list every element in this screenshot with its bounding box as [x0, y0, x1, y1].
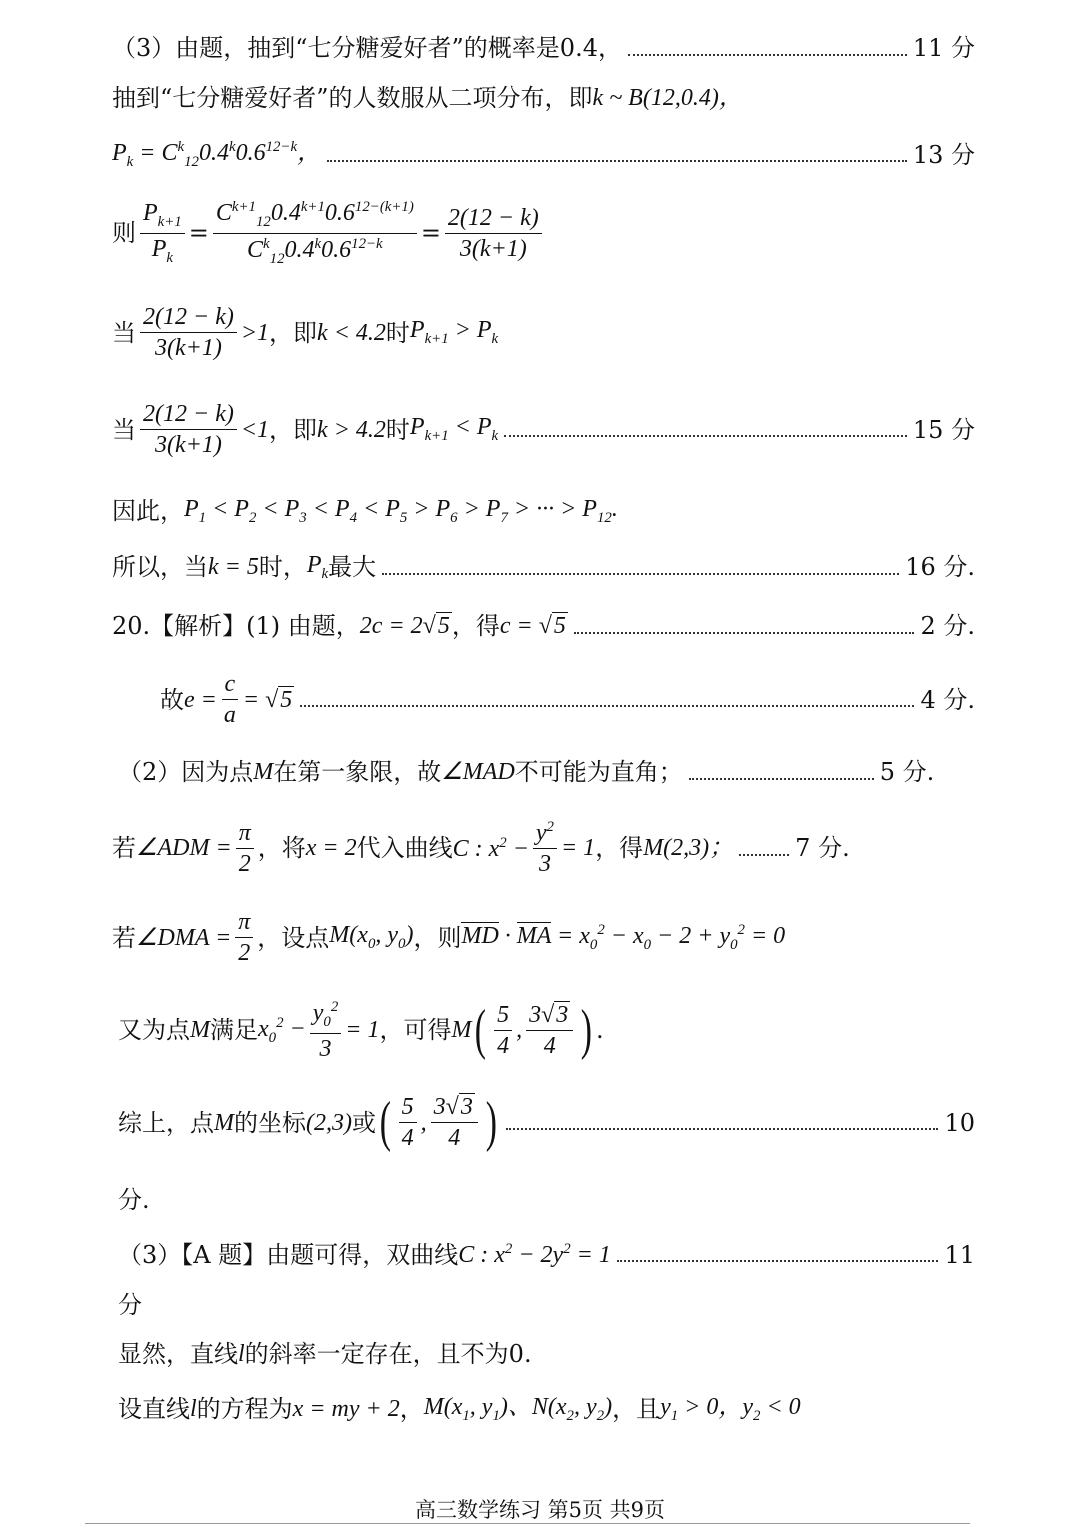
- line-9: 20.【解析】(1) 由题， 2c = 2√5 ，得 c = √5 2 分.: [112, 612, 975, 640]
- prefix: 当: [112, 415, 136, 444]
- prefix: 设直线: [118, 1395, 190, 1424]
- line-18: [118, 1293, 975, 1317]
- prefix: （3）【A 题】由题可得，双曲线: [118, 1240, 459, 1269]
- inequality-chain: $P_1 < P_2 < P_3 < P_4 < P_5 > P_6 > P_7$ > ··· > $P_{12}$.: [184, 496, 618, 526]
- mid-text: 时，: [258, 553, 307, 582]
- tail-text: ，且: [612, 1395, 661, 1424]
- line-13: 若 ∠DMA = $\frac{\pi}{2}$ ，设点 $M(x_0$, $y_0$) ，则 MD · MA = $x_0^2 - x_0 - 2 + y_0^2 = 0$: [112, 909, 786, 966]
- mid-text: ，即: [269, 415, 318, 444]
- prefix: 所以，当: [112, 553, 208, 582]
- line-15: 综上，点 M 的坐标 (2,3) 或 ( $\frac{5}{4}$ , $\frac{3√3}{4}$ ) 10: [118, 1091, 975, 1154]
- line-1-text: （3）由题，抽到“七分糖爱好者”的概率是0.4，: [112, 34, 622, 62]
- leader-dots: [504, 434, 907, 437]
- leader-dots: [617, 1259, 939, 1262]
- tail-text: ，得: [595, 834, 644, 862]
- leader-dots: [327, 159, 907, 162]
- line-1: [112, 36, 975, 60]
- mid-text-2: 代入曲线: [356, 834, 453, 862]
- score-mark: 11 分: [912, 34, 975, 62]
- tail-text: ，则: [413, 923, 462, 952]
- prefix: 因此，: [112, 497, 184, 526]
- prefix: 又为点: [118, 1016, 190, 1045]
- tail-text: ，可得: [379, 1016, 452, 1045]
- line-3: [112, 140, 975, 170]
- score-mark: 2 分.: [920, 612, 975, 640]
- tail-text: 时: [385, 415, 410, 444]
- score-mark: 4 分.: [920, 685, 975, 714]
- line-19: 显然，直线 l 的斜率一定存在，且不为0.: [118, 1340, 532, 1368]
- line-17: （3）【A 题】由题可得，双曲线 C : $x^2 - 2y^2 = 1$ 11: [118, 1240, 975, 1269]
- leader-dots: [689, 777, 874, 780]
- line-7: [112, 497, 975, 526]
- leader-dots: [300, 704, 914, 707]
- prefix: 综上，点: [118, 1108, 214, 1137]
- leader-dots: [739, 853, 789, 856]
- score-mark: 10: [944, 1108, 975, 1137]
- prefix: 故: [160, 685, 184, 714]
- mid-text: 在第一象限，故: [273, 758, 442, 786]
- leader-dots: [574, 631, 915, 634]
- mid-text: ，将: [257, 834, 306, 862]
- tail-text: 时: [385, 318, 410, 347]
- tail-text: 不可能为直角；: [514, 758, 683, 786]
- bottom-rule: [85, 1523, 970, 1524]
- line-2-math: k ~ B(12,0.4)，: [592, 85, 743, 111]
- prefix: 显然，直线: [118, 1340, 238, 1368]
- mid-text: 满足: [210, 1016, 258, 1045]
- ratio-fraction: $\frac{P_{k+1}}{P_k}$: [140, 201, 185, 265]
- leader-dots: [382, 572, 899, 575]
- leader-dots: [628, 53, 907, 56]
- ratio-fraction: $\frac{2(12 - k)}{3(k+1)}$: [140, 305, 237, 360]
- line-18-text: 分: [118, 1291, 142, 1319]
- prefix: 当: [112, 318, 136, 347]
- prefix: 20.【解析】(1) 由题，: [112, 612, 360, 640]
- line-6: 当 $\frac{2(12 - k)}{3(k+1)}$ <1 ，即 k > 4.2 时 $P_{k+1} < P_k$ 15 分: [112, 401, 975, 458]
- ratio-fraction: $\frac{2(12 - k)}{3(k+1)}$: [140, 402, 237, 457]
- prefix: 若: [112, 923, 136, 952]
- prefix: 则: [112, 219, 136, 248]
- line-10: 故 e = $\frac{c}{a}$ = √5 4 分.: [160, 671, 975, 728]
- ratio-simplified: $\frac{2(12 - k)}{3(k+1)}$: [445, 206, 542, 261]
- line-5: 当 $\frac{2(12 - k)}{3(k+1)}$ >1 ，即 k < 4.2 时 $P_{k+1} > P_k$: [112, 304, 499, 361]
- page-footer: 高三数学练习 第5页 共9页: [414, 1498, 666, 1522]
- line-12: 若 ∠ADM = $\frac{\pi}{2}$ ，将 x = 2 代入曲线 C : $x^2$ − $\frac{y^2}{3}$ = 1 ，得 M(2,3)； 7 分.: [112, 819, 850, 877]
- line-2: [112, 86, 975, 110]
- tail-text: 最大: [328, 553, 377, 582]
- mid-text: 的坐标: [234, 1108, 306, 1137]
- mid-text: 的斜率一定存在，且不为0.: [244, 1340, 532, 1368]
- mid-text-2: ，: [399, 1395, 424, 1424]
- mid-text: ，即: [269, 318, 318, 347]
- line-8: 所以，当 k = 5 时， $P_k$ 最大 16 分.: [112, 552, 975, 582]
- score-mark: 15 分: [912, 415, 975, 444]
- mid-text: ，得: [451, 612, 500, 640]
- line-11: （2）因为点 M 在第一象限，故 ∠MAD 不可能为直角； 5 分.: [118, 758, 935, 786]
- score-mark: 13 分: [912, 140, 975, 169]
- prefix: 若: [112, 834, 136, 862]
- line-16-text: 分.: [118, 1186, 150, 1214]
- line-4: 则 $\frac{P_{k+1}}{P_k}$ = $\frac{C^{k+1}_{12}0.4^{k+1}0.6^{12-(k+1)}}{C^k_{12}0.4^k0.6^{12-k}}$ = $\frac{2(12 - k)}{3(k+1)}$: [112, 200, 975, 266]
- pk-formula: $P_k = C^k_{12}0.4^k0.6^{12-k}$，: [112, 139, 322, 170]
- mid-text: 的方程为: [196, 1395, 293, 1424]
- mid-text-2: 或: [351, 1108, 376, 1137]
- score-mark: 16 分.: [905, 553, 975, 582]
- mid-text: ，设点: [257, 923, 330, 952]
- prefix: （2）因为点: [118, 758, 254, 786]
- score-mark: 11: [944, 1240, 975, 1269]
- line-14: 又为点 M 满足 $x_0^2$ − $\frac{y_0^2}{3}$ = 1 ，可得 M ( $\frac{5}{4}$ , $\frac{3√3}{4}$ ) .: [118, 999, 604, 1062]
- line-2-text: 抽到“七分糖爱好者”的人数服从二项分布，即: [112, 84, 593, 112]
- ratio-expanded: $\frac{C^{k+1}_{12}0.4^{k+1}0.6^{12-(k+1)}}{C^k_{12}0.4^k0.6^{12-k}}$: [213, 200, 417, 266]
- score-mark: 7 分.: [795, 834, 850, 862]
- score-mark: 5 分.: [879, 758, 935, 786]
- leader-dots: [506, 1127, 938, 1130]
- line-16: [118, 1188, 975, 1212]
- line-20: 设直线 l 的方程为 x = my + 2 ， $M(x_1$, $y_1$)、$N(x_2$, $y_2$) ，且 $y_1 > 0$，$y_2 < 0$: [118, 1394, 801, 1424]
